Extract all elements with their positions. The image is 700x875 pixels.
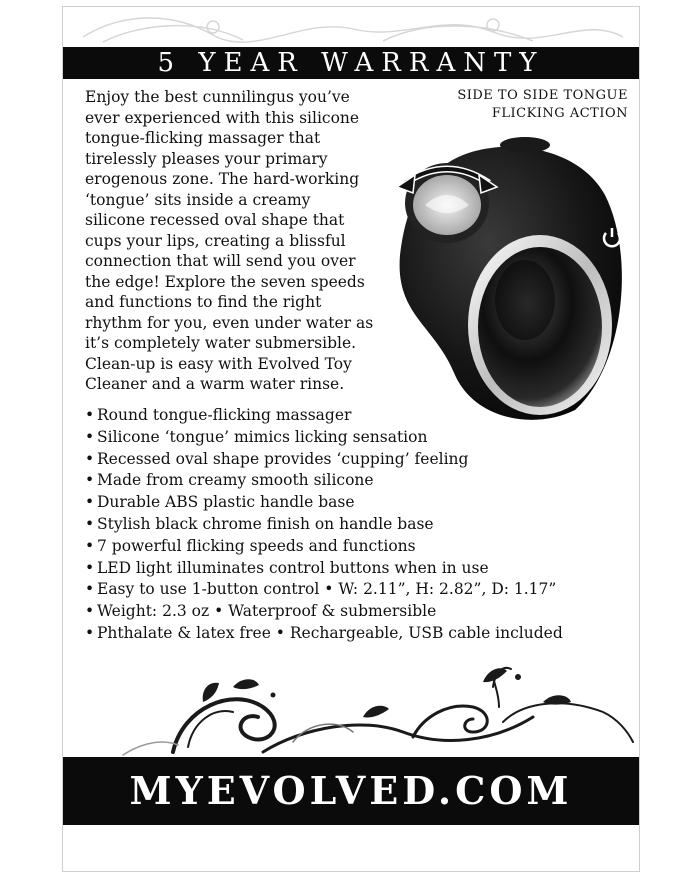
list-item: • Easy to use 1-button control • W: 2.11”, H: 2.82”, D: 1.17” (85, 580, 557, 599)
list-item: • Weight: 2.3 oz • Waterproof & submersible (85, 602, 437, 621)
website-footer: MYEVOLVED.COM (63, 757, 639, 825)
list-item: • Durable ABS plastic handle base (85, 493, 355, 512)
feature-list (85, 405, 635, 645)
intro-line: Enjoy the best cunnilingus you’ve (85, 88, 350, 106)
intro-line: tongue-flicking massager that (85, 129, 321, 147)
intro-paragraph (85, 87, 407, 395)
intro-line: the edge! Explore the seven speeds (85, 272, 365, 291)
list-item: • Stylish black chrome finish on handle base (85, 514, 434, 533)
list-item: • LED light illuminates control buttons when in use (85, 558, 489, 577)
callout-line-1: SIDE TO SIDE TONGUE (457, 88, 628, 103)
intro-line: connection that will send you over (85, 252, 356, 270)
product-card (62, 6, 640, 872)
list-item: • Silicone ‘tongue’ mimics licking sensation (85, 427, 428, 446)
intro-line: ‘tongue’ sits inside a creamy (85, 190, 311, 209)
list-item: • Made from creamy smooth silicone (85, 471, 374, 490)
list-item: • Phthalate & latex free • Rechargeable, USB cable included (85, 623, 563, 642)
intro-line: ever experienced with this silicone (85, 108, 360, 127)
intro-line: Clean-up is easy with Evolved Toy (85, 354, 352, 373)
list-item: • Round tongue-flicking massager (85, 406, 352, 424)
intro-line: it’s completely water submersible. (85, 334, 357, 352)
intro-line: silicone recessed oval shape that (85, 211, 345, 229)
list-item: • Recessed oval shape provides ‘cupping’ feeling (85, 449, 469, 468)
intro-line: cups your lips, creating a blissful (85, 231, 346, 250)
intro-line: and functions to find the right (85, 293, 322, 311)
top-decoration (63, 7, 639, 47)
swirl-decoration (63, 647, 639, 757)
list-item: • 7 powerful flicking speeds and functions (85, 536, 416, 555)
intro-line: erogenous zone. The hard-working (85, 170, 360, 188)
feature-callout (388, 87, 628, 123)
intro-line: rhythm for you, even under water as (85, 313, 374, 332)
intro-line: Cleaner and a warm water rinse. (85, 375, 345, 393)
warranty-banner: 5 YEAR WARRANTY (63, 47, 639, 79)
intro-line: tirelessly pleases your primary (85, 149, 328, 168)
product-image (385, 125, 635, 425)
callout-line-2: FLICKING ACTION (491, 106, 628, 121)
